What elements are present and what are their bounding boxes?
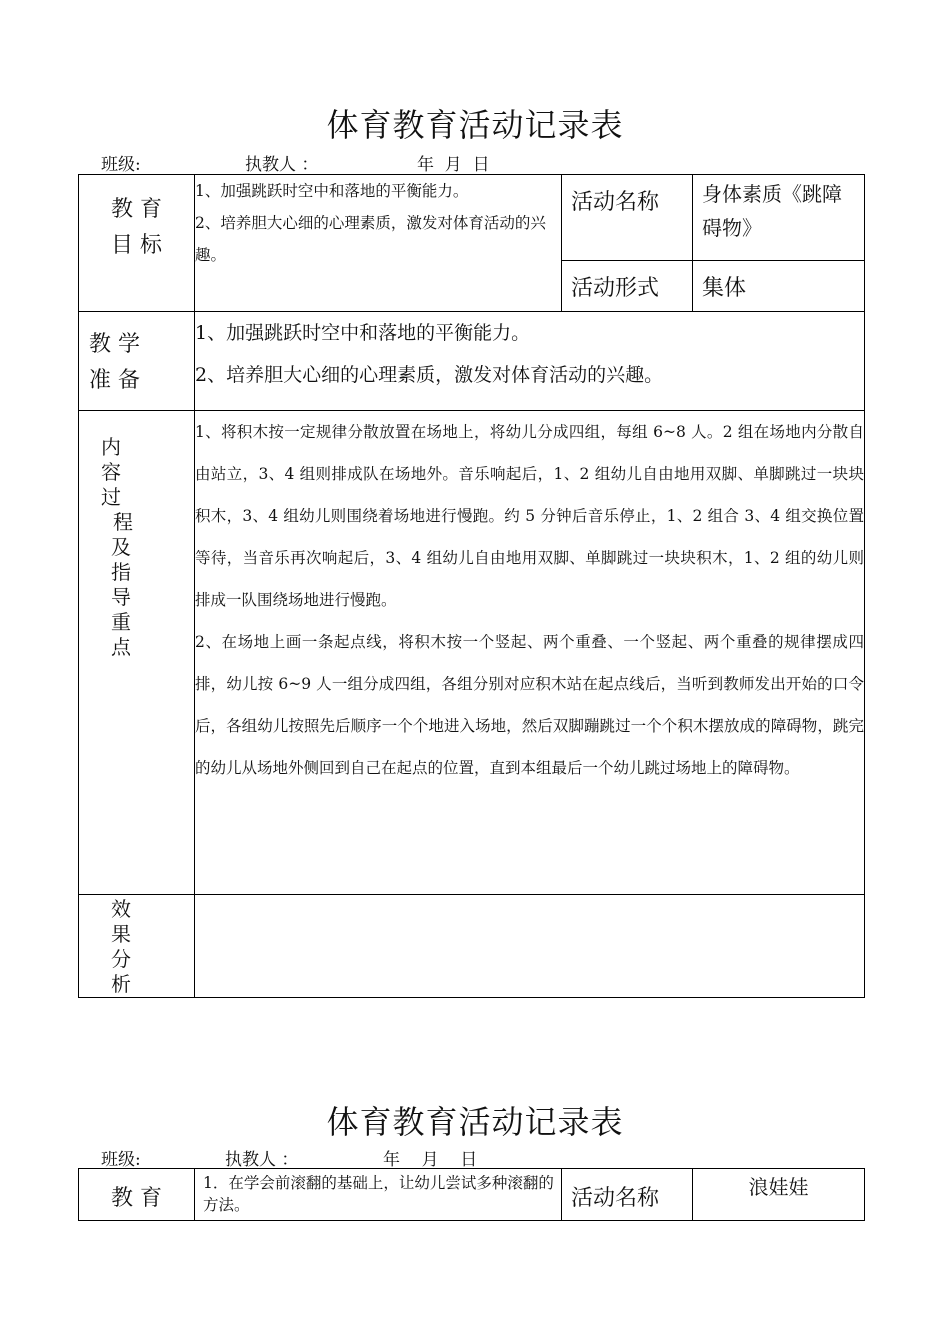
process-label-char: 容 bbox=[101, 460, 121, 484]
form2-goal-cell: 1．在学会前滚翻的基础上，让幼儿尝试多种滚翻的方法。 bbox=[195, 1169, 562, 1221]
activity-form-label: 活动形式 bbox=[562, 261, 693, 312]
form1-title: 体育教育活动记录表 bbox=[326, 106, 624, 144]
process-label-char: 指 bbox=[111, 560, 131, 584]
goal-label-line1: 教 育 bbox=[111, 197, 162, 222]
form2-date-label: 年 月 日 bbox=[383, 1150, 478, 1170]
form2-activity-name-label: 活动名称 bbox=[562, 1169, 693, 1221]
form1-class-label: 班级: bbox=[101, 155, 141, 175]
effect-label-char: 效 bbox=[111, 897, 131, 921]
activity-form-value: 集体 bbox=[693, 261, 865, 312]
form1-table bbox=[78, 174, 865, 998]
prep-cell bbox=[195, 312, 865, 411]
process-label-char: 程 bbox=[113, 510, 133, 534]
form1-teacher-label: 执教人 ： bbox=[245, 155, 319, 175]
form2-activity-name-value: 浪娃娃 bbox=[693, 1169, 865, 1221]
prep-label-cell bbox=[79, 312, 195, 411]
effect-label-char: 分 bbox=[111, 947, 131, 971]
activity-name-label: 活动名称 bbox=[562, 175, 693, 261]
goal-item: 2、培养胆大心细的心理素质，激发对体育活动的兴趣。 bbox=[195, 214, 546, 264]
form2-class-label: 班级: bbox=[101, 1150, 141, 1170]
process-label-char: 重 bbox=[111, 610, 131, 634]
process-label-char: 导 bbox=[111, 585, 131, 609]
prep-label-line1: 教 学 bbox=[89, 332, 140, 357]
prep-label-line2: 准 备 bbox=[89, 368, 140, 393]
effect-label-char: 果 bbox=[111, 922, 131, 946]
goal-item: 1、加强跳跃时空中和落地的平衡能力。 bbox=[195, 182, 469, 200]
process-paragraph: 2、在场地上画一条起点线，将积木按一个竖起、两个重叠、一个竖起、两个重叠的规律摆成四排，幼儿按 6~9 人一组分成四组，各组分别对应积木站在起点线后，当听到教师发出开始的口令后，各组幼儿按照先后顺序一个个地进入场地，然后双脚蹦跳过一个个积木摆放成的障碍物，跳完的幼儿从场地外侧回到自己在起点的位置，直到本组最后一个幼儿跳过场地上的障碍物。 bbox=[195, 633, 864, 777]
process-label-char: 及 bbox=[111, 535, 131, 559]
goal-label-cell bbox=[79, 175, 195, 312]
process-cell bbox=[195, 411, 865, 895]
process-label-char: 过 bbox=[101, 485, 121, 509]
form2-teacher-label: 执教人 ： bbox=[225, 1150, 299, 1170]
process-label-cell bbox=[79, 411, 195, 895]
prep-item: 2、培养胆大心细的心理素质，激发对体育活动的兴趣。 bbox=[195, 364, 664, 386]
effect-label-char: 析 bbox=[111, 972, 131, 996]
form2-goal-label: 教 育 bbox=[79, 1169, 195, 1221]
goals-cell bbox=[195, 175, 562, 312]
effect-label-cell bbox=[79, 895, 195, 998]
process-label-char: 内 bbox=[101, 435, 121, 459]
form2-title: 体育教育活动记录表 bbox=[326, 1103, 624, 1141]
form1-date-label: 年 月 日 bbox=[417, 155, 490, 175]
form2-table bbox=[78, 1168, 865, 1221]
process-paragraph: 1、将积木按一定规律分散放置在场地上，将幼儿分成四组，每组 6~8 人。2 组在场地内分散自由站立，3、4 组则排成队在场地外。音乐响起后，1、2 组幼儿自由地用双脚、单脚跳过一块块积木，3、4 组幼儿则围绕着场地进行慢跑。约 5 分钟后音乐停止，1、2 组合 3、4 组交换位置等待，当音乐再次响起后，3、4 组幼儿自由地用双脚、单脚跳过一块块积木，1、2 组的幼儿则排成一队围绕场地进行慢跑。 bbox=[195, 423, 864, 609]
effect-analysis-cell[interactable] bbox=[195, 895, 865, 998]
prep-item: 1、加强跳跃时空中和落地的平衡能力。 bbox=[195, 322, 531, 344]
goal-label-line2: 目 标 bbox=[111, 233, 162, 258]
process-label-char: 点 bbox=[111, 635, 131, 659]
activity-name-value: 身体素质《跳障碍物》 bbox=[693, 175, 865, 261]
